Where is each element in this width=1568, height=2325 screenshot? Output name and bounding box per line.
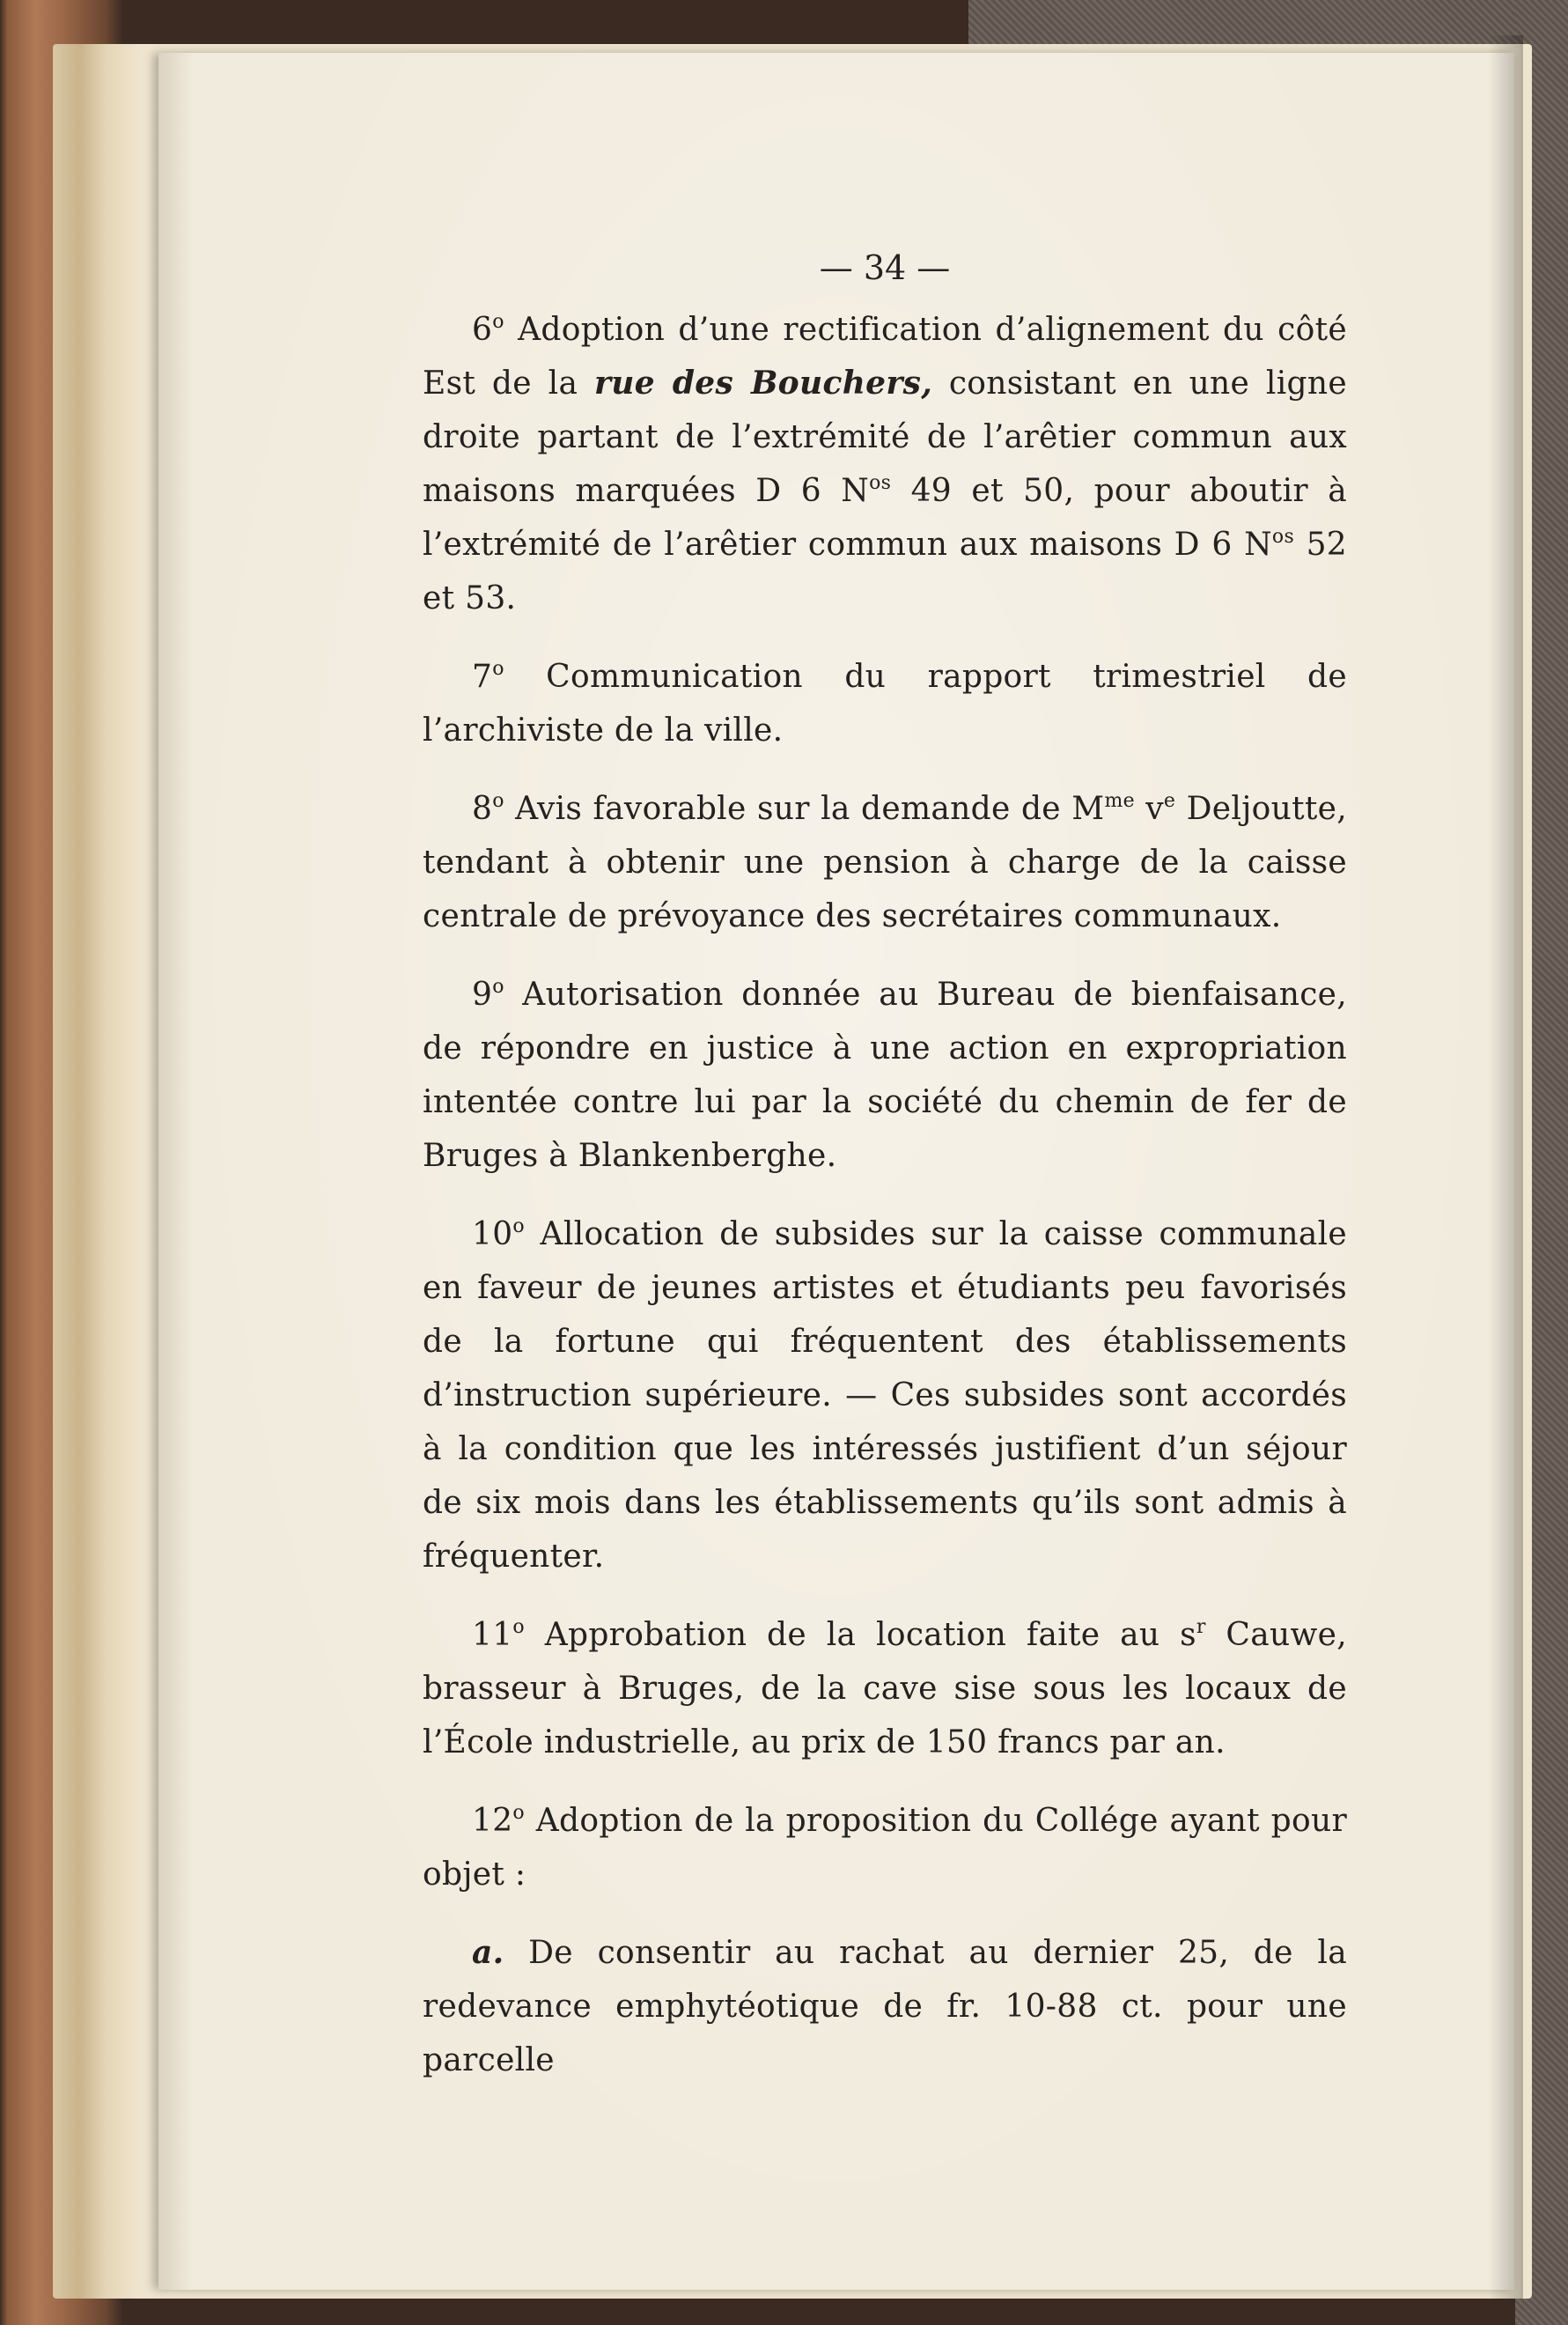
- text-run: De consentir au rachat au dernier 25, de la redevance emphytéotique de fr. 10-88 ct. pour une parcelle: [423, 1935, 1347, 2078]
- item-12: [423, 1794, 1347, 1901]
- text-run: Autorisation donnée au Bureau de bienfaisance, de répondre en justice à une action en expropriation intentée contre lui par la société du chemin de fer de Bruges à Blankenberghe.: [423, 977, 1347, 1174]
- item-9: [423, 968, 1347, 1183]
- item-12-number: 12: [472, 1803, 513, 1839]
- title-sup: e: [1163, 790, 1176, 812]
- text-run: Cauwe, brasseur à Bruges, de la cave sise sous les locaux de l’École industrielle, au prix de 150 francs par an.: [423, 1617, 1347, 1760]
- item-11: [423, 1608, 1347, 1769]
- item-11-number: 11: [472, 1617, 513, 1653]
- text-run: Approbation de la location faite au s: [524, 1617, 1196, 1653]
- item-9-number: 9: [472, 977, 493, 1013]
- numero-sup: os: [869, 472, 892, 494]
- text-run: 49 et 50, pour aboutir à l’extrémité de l’arêtier commun aux maisons D 6 N: [423, 473, 1348, 563]
- ordinal-sup: o: [512, 1802, 525, 1824]
- gutter-shadow: [1488, 35, 1523, 2299]
- item-7-number: 7: [472, 659, 493, 695]
- sub-item-label: a.: [472, 1934, 504, 1971]
- item-10: [423, 1207, 1347, 1583]
- text-run: Communication du rapport trimestriel de l’archiviste de la ville.: [423, 659, 1347, 749]
- item-8: [423, 782, 1347, 943]
- item-12-a: [423, 1926, 1347, 2087]
- ordinal-sup: o: [492, 658, 504, 680]
- title-sup: r: [1196, 1616, 1206, 1638]
- text-run: Adoption d’une rectification d’alignement du côté Est de la: [423, 312, 1347, 402]
- ordinal-sup: o: [492, 311, 504, 333]
- text-run: consistant en une ligne droite partant de l’extrémité de l’arêtier commun aux maisons marquées D 6 N: [423, 365, 1347, 509]
- ordinal-sup: o: [512, 1616, 525, 1638]
- item-8-number: 8: [472, 791, 493, 827]
- text-run: v: [1134, 791, 1164, 827]
- numero-sup: os: [1271, 526, 1295, 548]
- title-sup: me: [1104, 790, 1135, 812]
- item-10-number: 10: [472, 1216, 513, 1252]
- text-run: 52 et 53.: [423, 527, 1347, 616]
- ordinal-sup: o: [492, 976, 504, 998]
- ordinal-sup: o: [512, 1215, 525, 1237]
- item-6-number: 6: [472, 312, 493, 348]
- text-run: Allocation de subsides sur la caisse communale en faveur de jeunes artistes et étudiants peu favorisés de la fortune qui fréquentent des établissements d’instruction supérieure. — Ces subsides sont accordés à la condition que les intéressés justifient d’un séjour de six mois dans les établissements qu’ils sont admis à fréquenter.: [423, 1216, 1347, 1575]
- ordinal-sup: o: [492, 790, 504, 812]
- text-run: Avis favorable sur la demande de M: [504, 791, 1105, 827]
- text-block: [423, 247, 1347, 2112]
- item-6: [423, 303, 1347, 625]
- text-run: Adoption de la proposition du Collége ayant pour objet :: [423, 1803, 1347, 1893]
- street-name: rue des Bouchers,: [594, 365, 933, 402]
- text-run: Deljoutte, tendant à obtenir une pension à charge de la caisse centrale de prévoyance des secrétaires communaux.: [423, 791, 1347, 934]
- item-7: [423, 650, 1347, 757]
- page-number: — 34 —: [819, 248, 951, 287]
